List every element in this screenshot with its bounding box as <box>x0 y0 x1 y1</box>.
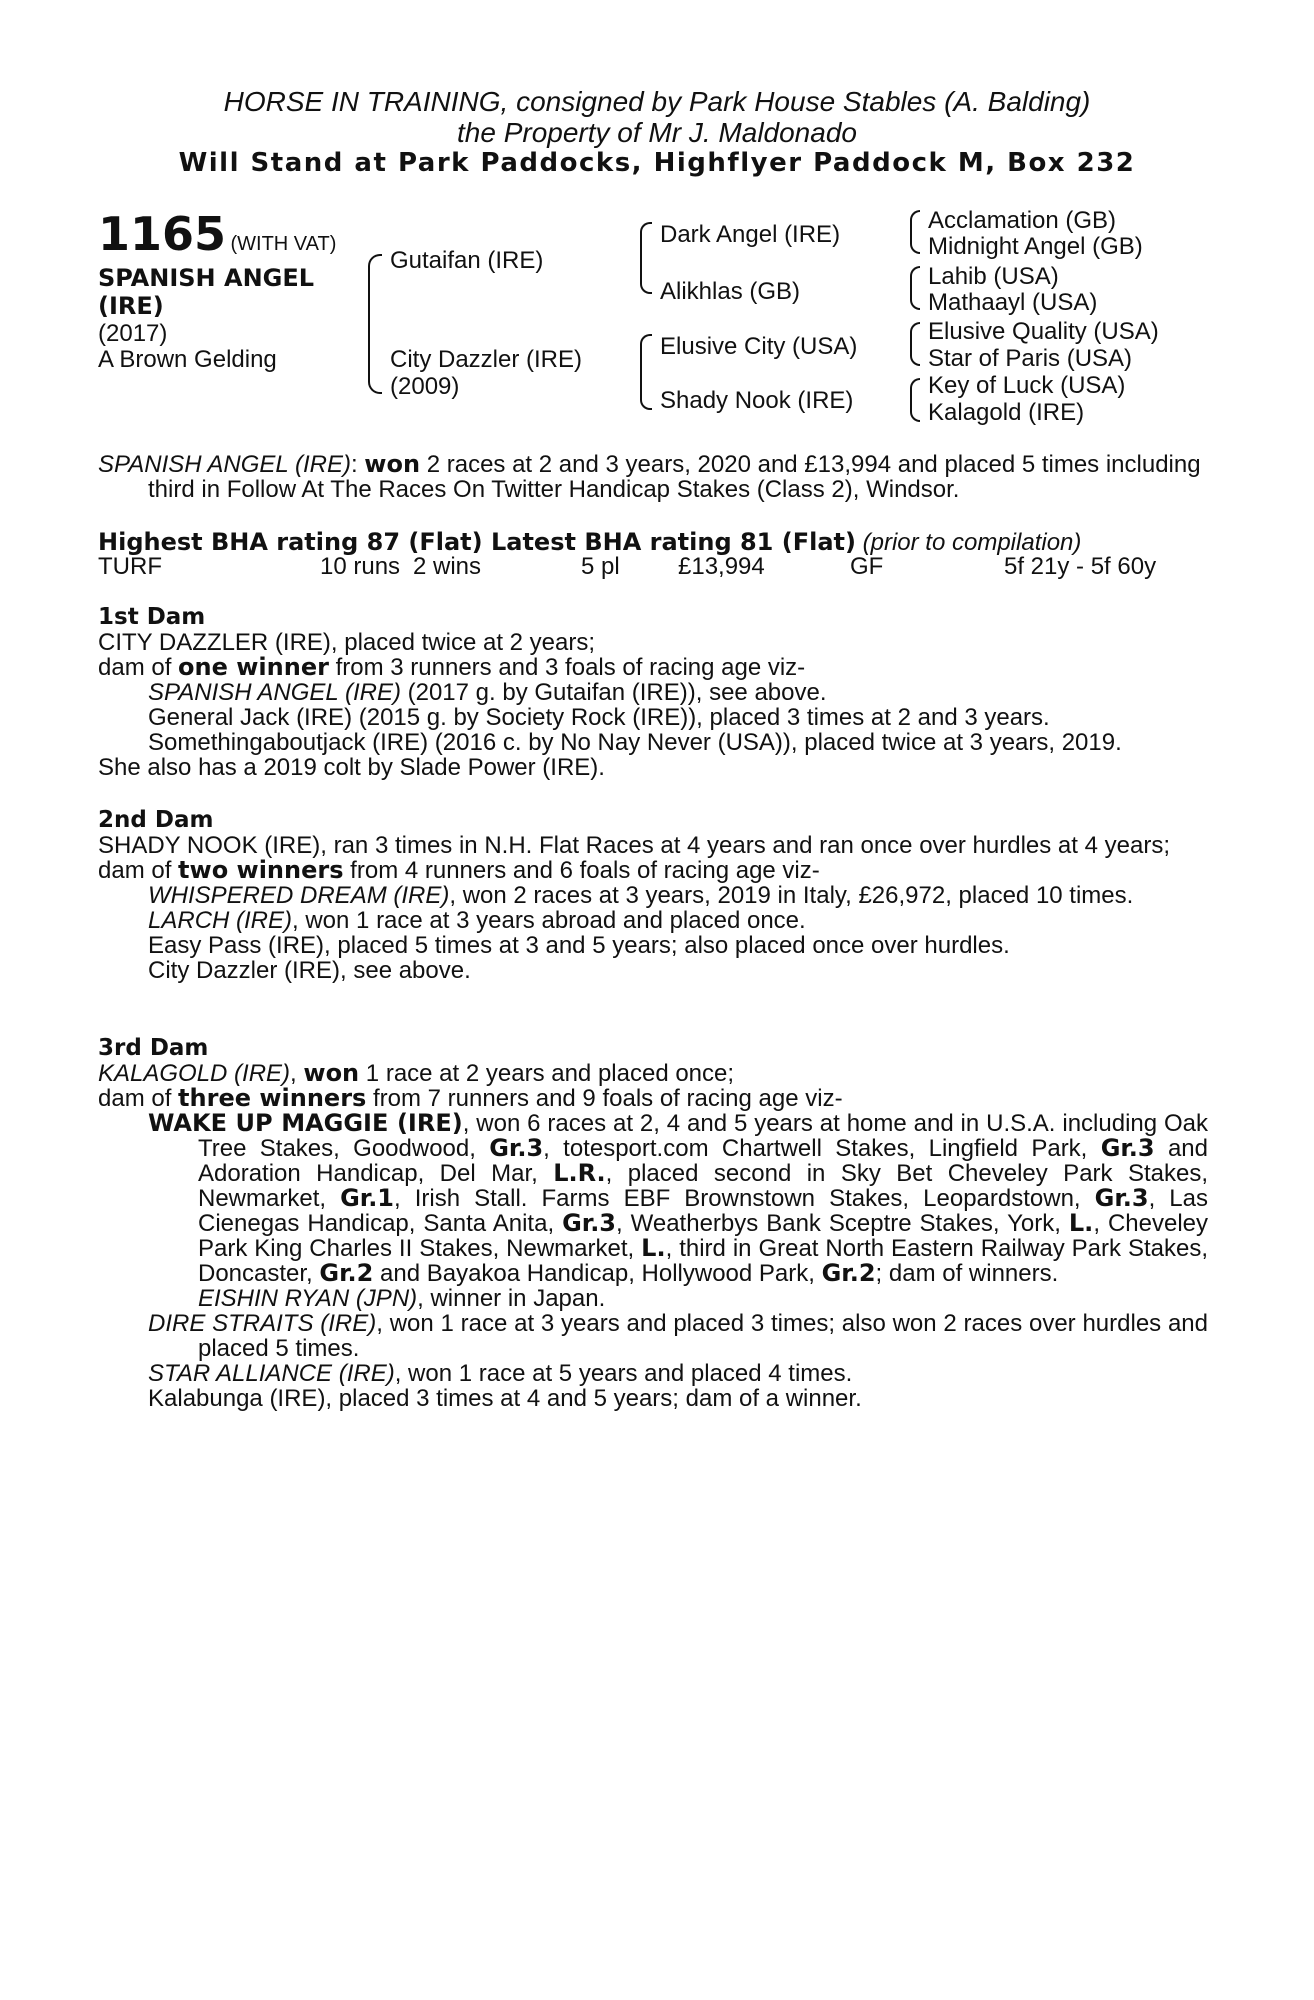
third-dam-line: KALAGOLD (IRE), won 1 race at 2 years and placed once; <box>98 1059 735 1087</box>
dam-parents-brace <box>640 334 652 410</box>
lot-heading <box>98 207 336 261</box>
third-dam-heading: 3rd Dam <box>98 1035 209 1061</box>
wake-up-maggie-entry: WAKE UP MAGGIE (IRE), won 6 races at 2, 4 and 5 years at home and in U.S.A. including Oak Tree Stakes, Goodwood, Gr.3, totesport.com Chartwell Stakes, Lingfield Park, Gr.3 and Adoration Handicap, Del Mar, L.R., placed second in Sky Bet Cheveley Park Stakes, Newmarket, Gr.1, Irish Stall. Farms EBF Brownstown Stakes, Leopardstown, Gr.3, Las Cienegas Handicap, Santa Anita, Gr.3, Weatherbys Bank Sceptre Stakes, York, L., Cheveley Park King Charles II Stakes, Newmarket, L., third in Great North Eastern Railway Park Stakes, Doncaster, Gr.2 and Bayakoa Handicap, Hollywood Park, Gr.2; dam of winners. <box>148 1109 1209 1287</box>
horse-description: A Brown Gelding <box>98 346 277 373</box>
ggp-acclamation: Acclamation (GB) <box>928 207 1117 234</box>
ggp-brace-4 <box>910 378 920 422</box>
turf-placed: 5 pl <box>581 553 620 580</box>
ggp-brace-2 <box>910 266 920 310</box>
horse-year: (2017) <box>98 320 168 347</box>
sire-parents-brace <box>640 222 652 294</box>
ggp-brace-1 <box>910 210 920 254</box>
ggp-brace-3 <box>910 322 920 366</box>
ggp-midnight-angel: Midnight Angel (GB) <box>928 233 1143 260</box>
location-line: Will Stand at Park Paddocks, Highflyer Paddock M, Box 232 <box>178 148 1136 178</box>
turf-runs: 10 runs <box>320 553 401 580</box>
vat-note: (WITH VAT) <box>230 233 337 255</box>
third-dam-section <box>98 1036 1208 1411</box>
second-dam-produce-summary: dam of two winners from 4 runners and 6 foals of racing age viz- <box>98 856 820 884</box>
lot-number: 1165 <box>98 207 227 261</box>
first-dam-produce-1: SPANISH ANGEL (IRE) (2017 g. by Gutaifan (IRE)), see above. <box>148 679 827 706</box>
horse-name: SPANISH ANGEL <box>98 264 315 292</box>
rating-note: (prior to compilation) <box>855 529 1082 556</box>
dam: City Dazzler (IRE) <box>390 346 583 373</box>
turf-going: GF <box>850 553 884 580</box>
first-dam-heading: 1st Dam <box>98 604 206 630</box>
turf-earnings: £13,994 <box>678 553 765 580</box>
first-dam-section <box>98 605 1208 780</box>
summary-won: won <box>364 450 421 478</box>
second-dam-section <box>98 808 1208 983</box>
ggp-key-of-luck: Key of Luck (USA) <box>928 372 1126 399</box>
ggp-star-of-paris: Star of Paris (USA) <box>928 345 1133 372</box>
horse-suffix: (IRE) <box>98 292 164 320</box>
rating-text: Highest BHA rating 87 (Flat) Latest BHA rating 81 (Flat) <box>98 528 856 556</box>
ggp-kalagold: Kalagold (IRE) <box>928 399 1085 426</box>
turf-surface: TURF <box>98 553 162 580</box>
second-dam-heading: 2nd Dam <box>98 807 214 833</box>
star-alliance-entry: STAR ALLIANCE (IRE), won 1 race at 5 years and placed 4 times. <box>148 1360 853 1387</box>
eishin-ryan-entry: EISHIN RYAN (JPN), winner in Japan. <box>198 1285 606 1312</box>
race-summary: SPANISH ANGEL (IRE): won 2 races at 2 and 3 years, 2020 and £13,994 and placed 5 times including third in Follow At The Races On Twitter Handicap Stakes (Class 2), Windsor. <box>98 450 1201 503</box>
sire-dam-brace <box>368 254 382 394</box>
first-dam-foal-note: She also has a 2019 colt by Slade Power (IRE). <box>98 754 605 781</box>
second-dam-produce-1: WHISPERED DREAM (IRE), won 2 races at 3 years, 2019 in Italy, £26,972, placed 10 times. <box>148 882 1134 909</box>
second-dam-produce-4: City Dazzler (IRE), see above. <box>148 957 471 984</box>
dam-dam: Shady Nook (IRE) <box>660 387 854 414</box>
turf-distance: 5f 21y - 5f 60y <box>1004 553 1157 580</box>
ggp-elusive-quality: Elusive Quality (USA) <box>928 318 1159 345</box>
owner-line: the Property of Mr J. Maldonado <box>457 117 857 148</box>
dam-sire: Elusive City (USA) <box>660 333 858 360</box>
first-dam-line: CITY DAZZLER (IRE), placed twice at 2 years; <box>98 629 596 656</box>
dam-year: (2009) <box>390 373 460 400</box>
ggp-mathaayl: Mathaayl (USA) <box>928 289 1098 316</box>
kalabunga-entry: Kalabunga (IRE), placed 3 times at 4 and 5 years; dam of a winner. <box>148 1385 862 1412</box>
first-dam-produce-3: Somethingaboutjack (IRE) (2016 c. by No Nay Never (USA)), placed twice at 3 years, 2019. <box>148 729 1122 756</box>
first-dam-produce-summary: dam of one winner from 3 runners and 3 foals of racing age viz- <box>98 653 806 681</box>
second-dam-line: SHADY NOOK (IRE), ran 3 times in N.H. Flat Races at 4 years and ran once over hurdles at 4 years; <box>98 832 1170 859</box>
consignor-line: HORSE IN TRAINING, consigned by Park House Stables (A. Balding) <box>223 86 1091 117</box>
sire-dam: Alikhlas (GB) <box>660 278 801 305</box>
summary-text: 2 races at 2 and 3 years, 2020 and £13,994 and placed 5 times including third in Follow At The Races On Twitter Handicap Stakes (Class 2), Windsor. <box>148 451 1201 503</box>
summary-horse-name: SPANISH ANGEL (IRE) <box>98 451 351 478</box>
second-dam-produce-3: Easy Pass (IRE), placed 5 times at 3 and 5 years; also placed once over hurdles. <box>148 932 1010 959</box>
dire-straits-entry: DIRE STRAITS (IRE), won 1 race at 3 years and placed 3 times; also won 2 races over hurdles and placed 5 times. <box>148 1310 1209 1362</box>
third-dam-produce-summary: dam of three winners from 7 runners and 9 foals of racing age viz- <box>98 1084 843 1112</box>
first-dam-produce-2: General Jack (IRE) (2015 g. by Society Rock (IRE)), placed 3 times at 2 and 3 years. <box>148 704 1050 731</box>
ggp-lahib: Lahib (USA) <box>928 263 1059 290</box>
sire: Gutaifan (IRE) <box>390 247 544 274</box>
sire-sire: Dark Angel (IRE) <box>660 221 841 248</box>
second-dam-produce-2: LARCH (IRE), won 1 race at 3 years abroad and placed once. <box>148 907 806 934</box>
turf-wins: 2 wins <box>413 553 482 580</box>
